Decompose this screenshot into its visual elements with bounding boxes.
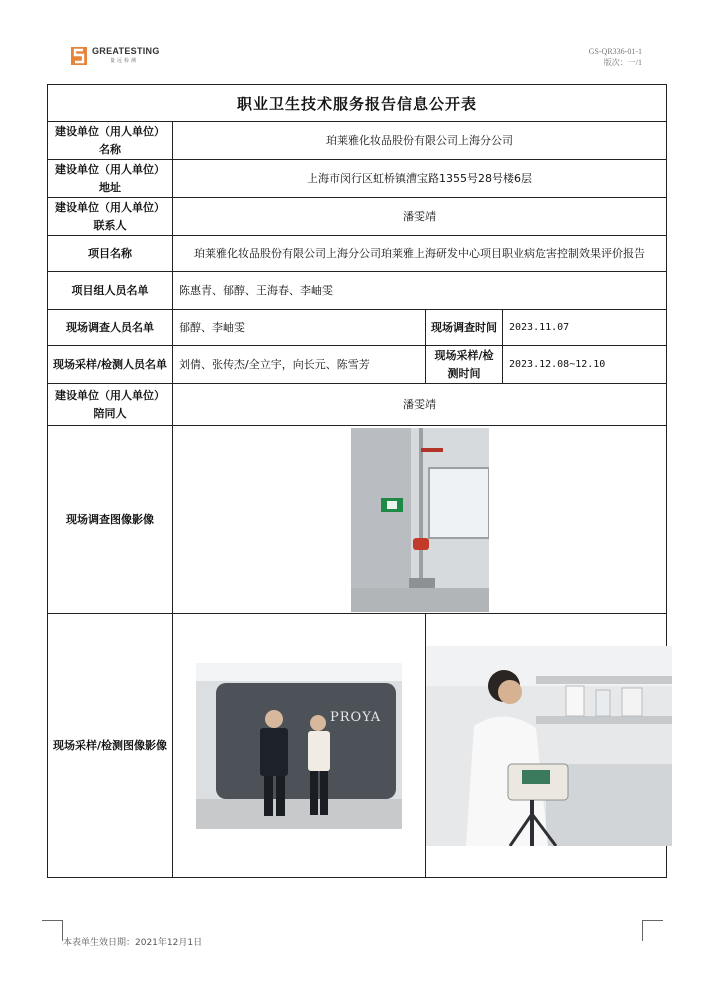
brand-name: GREATESTING	[92, 46, 160, 56]
unit-address-label: 建设单位（用人单位）地址	[48, 160, 173, 198]
survey-images-cell	[173, 426, 667, 614]
sampling-images-cell-left	[173, 614, 426, 878]
document-number-block	[589, 46, 642, 68]
unit-name-label: 建设单位（用人单位）名称	[48, 122, 173, 160]
unit-address-value: 上海市闵行区虹桥镇漕宝路1355号28号楼6层	[173, 160, 667, 198]
info-disclosure-table	[47, 84, 667, 878]
greatesting-logo-icon	[70, 46, 88, 66]
unit-contact-value: 潘雯靖	[173, 198, 667, 236]
footer-corner-right	[642, 920, 663, 941]
escort-label: 建设单位（用人单位）陪同人	[48, 384, 173, 426]
unit-contact-label: 建设单位（用人单位）联系人	[48, 198, 173, 236]
sampling-images-cell-right	[426, 614, 667, 878]
footer-effective-date: 本表单生效日期：2021年12月1日	[63, 938, 203, 948]
project-team-value: 陈惠青、郁醇、王海春、李岫雯	[173, 272, 667, 310]
footer-corner-left	[42, 920, 63, 941]
survey-images-label: 现场调查图像影像	[48, 426, 173, 614]
sampling-time-value: 2023.12.08~12.10	[503, 346, 667, 384]
survey-time-label: 现场调查时间	[426, 310, 503, 346]
company-logo	[70, 46, 180, 68]
project-name-value: 珀莱雅化妆品股份有限公司上海分公司珀莱雅上海研发中心项目职业病危害控制效果评价报告	[173, 236, 667, 272]
sampling-images-label: 现场采样/检测图像影像	[48, 614, 173, 878]
page-title: 职业卫生技术服务报告信息公开表	[48, 85, 667, 122]
survey-staff-label: 现场调查人员名单	[48, 310, 173, 346]
document-version: 版次：一/1	[603, 58, 642, 67]
brand-subtitle: 量远检测	[110, 58, 139, 64]
survey-photo-emergency-shower	[351, 428, 489, 612]
document-number: GS-QR336-01-1	[588, 47, 642, 56]
sampling-photo-lab-testing	[426, 646, 672, 846]
escort-value: 潘雯靖	[173, 384, 667, 426]
unit-name-value: 珀莱雅化妆品股份有限公司上海分公司	[173, 122, 667, 160]
project-name-label: 项目名称	[48, 236, 173, 272]
survey-staff-value: 郁醇、李岫雯	[173, 310, 426, 346]
sampling-time-label: 现场采样/检测时间	[426, 346, 503, 384]
project-team-label: 项目组人员名单	[48, 272, 173, 310]
sampling-photo-staff-proya	[196, 663, 402, 829]
proya-sign: PROYA	[330, 709, 382, 725]
sampling-staff-value: 刘倩、张传杰/全立宇，向长元、陈雪芳	[173, 346, 426, 384]
sampling-staff-label: 现场采样/检测人员名单	[48, 346, 173, 384]
survey-time-value: 2023.11.07	[503, 310, 667, 346]
